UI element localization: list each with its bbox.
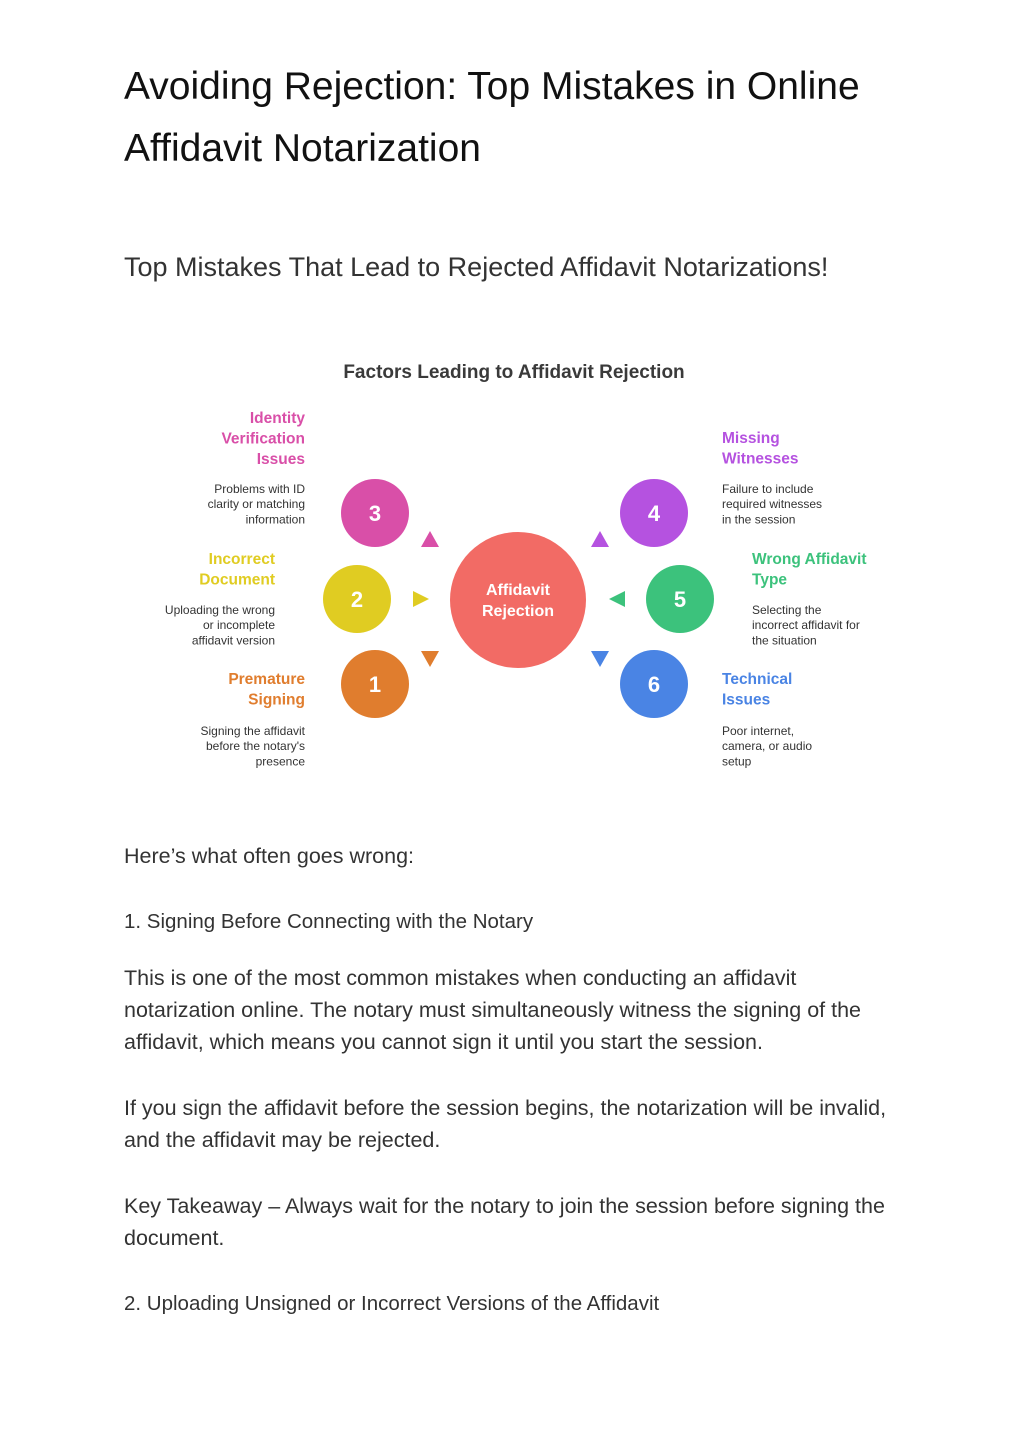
factor-number: 1 — [368, 672, 382, 697]
factor-description: affidavit version — [191, 633, 275, 648]
factor-node-1 — [200, 650, 409, 768]
factor-description: Selecting the — [752, 603, 822, 617]
factor-title: Premature — [228, 671, 305, 688]
factor-node-6 — [620, 650, 812, 768]
factor-node-4 — [620, 430, 822, 547]
factor-title: Document — [199, 571, 275, 589]
section1-heading: 1. Signing Before Connecting with the Notary — [124, 910, 534, 933]
rejection-factors-diagram — [150, 350, 880, 780]
factor-description: before the notary's — [205, 739, 305, 754]
intro-text: Here’s what often goes wrong: — [124, 844, 415, 868]
arrow-icon — [609, 591, 625, 607]
factor-node-3 — [208, 410, 409, 547]
factor-title: Type — [752, 571, 788, 589]
factor-title: Incorrect — [208, 551, 275, 568]
arrow-icon — [591, 531, 609, 547]
factor-description: the situation — [752, 633, 817, 648]
factor-description: Problems with ID — [214, 482, 305, 496]
arrow-icon — [421, 651, 439, 667]
factor-number: 6 — [647, 672, 661, 697]
factor-title: Technical — [722, 671, 793, 688]
factor-title: Issues — [722, 691, 771, 709]
factor-title: Missing — [722, 430, 780, 447]
factor-description: Failure to include — [722, 482, 814, 496]
section2-heading: 2. Uploading Unsigned or Incorrect Versions of the Affidavit — [124, 1292, 660, 1315]
factor-description: in the session — [722, 512, 796, 527]
factor-number: 5 — [673, 587, 687, 612]
factor-node-2 — [165, 551, 391, 647]
section1-takeaway: Key Takeaway – Always wait for the notary to join the session before signing the document. — [124, 1194, 885, 1250]
center-label: Affidavit — [486, 582, 550, 599]
factor-description: Signing the affidavit — [200, 724, 305, 738]
arrow-icon — [591, 651, 609, 667]
diagram-nodes — [165, 410, 867, 768]
factor-description: setup — [722, 754, 752, 769]
factor-title: Issues — [256, 451, 305, 468]
factor-title: Witnesses — [722, 450, 799, 468]
factor-description: required witnesses — [722, 497, 823, 512]
factor-description: camera, or audio — [722, 739, 813, 754]
factor-description: information — [245, 512, 305, 527]
factor-number: 3 — [368, 501, 382, 526]
center-label: Rejection — [481, 603, 555, 620]
factor-title: Wrong Affidavit — [752, 551, 867, 568]
page-subtitle: Top Mistakes That Lead to Rejected Affidavit Notarizations! — [124, 252, 829, 282]
factor-title: Identity — [249, 410, 305, 427]
arrow-icon — [421, 531, 439, 547]
factor-description: clarity or matching — [207, 497, 305, 512]
factor-node-5 — [646, 551, 867, 647]
factor-description: or incomplete — [202, 618, 275, 633]
section1-paragraph1: This is one of the most common mistakes when conducting an affidavit notarization online. The notary must simultaneously witness the signing of the affidavit, which means you cannot sign it until you start the session. — [124, 966, 861, 1054]
factor-number: 2 — [350, 587, 364, 612]
factor-number: 4 — [647, 501, 661, 526]
section1-paragraph2: If you sign the affidavit before the session begins, the notarization will be invalid, and the affidavit may be rejected. — [124, 1096, 887, 1152]
diagram-title: Factors Leading to Affidavit Rejection — [343, 362, 685, 383]
factor-title: Verification — [221, 430, 305, 448]
factor-description: Uploading the wrong — [164, 603, 275, 617]
center-circle — [450, 532, 586, 668]
factor-title: Signing — [248, 691, 305, 709]
factor-description: Poor internet, — [722, 724, 795, 738]
page-title: Avoiding Rejection: Top Mistakes in Online Affidavit Notarization — [124, 65, 860, 170]
factor-description: incorrect affidavit for — [752, 618, 860, 633]
factor-description: presence — [255, 754, 305, 769]
arrow-icon — [413, 591, 429, 607]
